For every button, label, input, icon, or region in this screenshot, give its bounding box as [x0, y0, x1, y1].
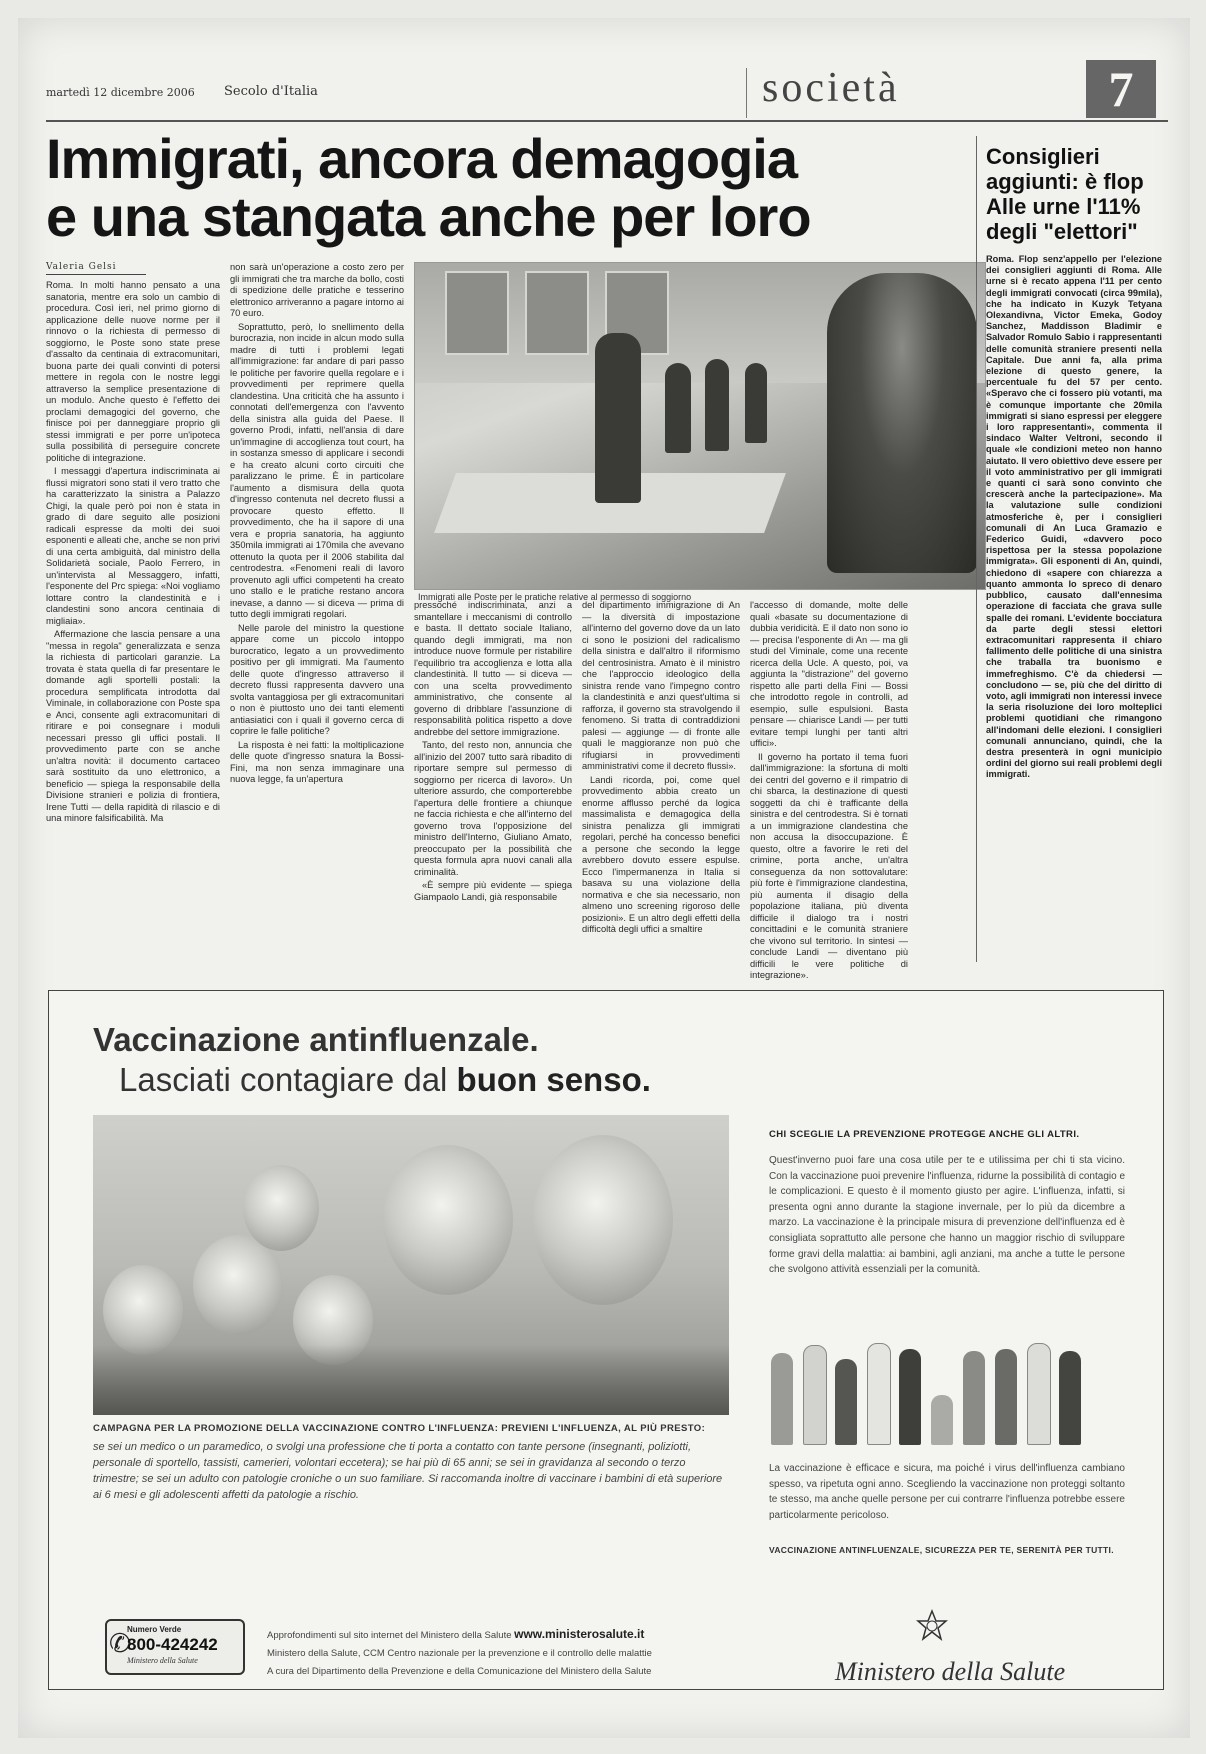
photo-caption: Immigrati alle Poste per le pratiche relative al permesso di soggiorno [418, 592, 692, 602]
footer-ccm-line: Ministero della Salute, CCM Centro nazionale per la prevenzione e il controllo delle malattie [267, 1648, 652, 1659]
figure [1027, 1343, 1051, 1445]
campaign-title: CAMPAGNA PER LA PROMOZIONE DELLA VACCINAZIONE CONTRO L'INFLUENZA: PREVIENI L'INFLUENZA, AL PIÙ PRESTO: [93, 1423, 706, 1434]
photo-person [665, 363, 691, 453]
article-column-4 [582, 600, 740, 960]
figure [835, 1359, 857, 1445]
paragraph: Affermazione che lascia pensare a una "messa in regola" generalizzata e senza la richiesta di particolari garanzie. La trovata è stata quella di far presentare le domande agli sportelli postali: la procedura semplificata introdotta dal Viminale, in collaborazione con Poste spa e Anci, consente agli extracomunitari di ritirare e poi consegnare i moduli necessari presso gli uffici postali. Il provvedimento parte con se anche un'altra novità: il documento cartaceo sarà sostituito da uno elettronico, a beneficio — spiega la responsabile della Divisione stranieri e polizia di frontiera, Irene Tutti — della rapidità di rilascio e di una minore falsificabilità. Ma [46, 629, 220, 823]
ministry-signature: Ministero della Salute [835, 1657, 1066, 1686]
ad-family-photo [93, 1115, 729, 1415]
issue-date: martedì 12 dicembre 2006 [46, 86, 195, 99]
paragraph: del dipartimento immigrazione di An — la diversità di impostazione all'interno del governo dove da un lato ci sono le posizioni del radicalismo della sinistra e dall'altro il riformismo del centrosinistra. Amato è il ministro che l'approccio ideologico della sinistra rende vano l'impegno contro la clandestinità e anzi quest'ultima si rafforza, il governo sta stravolgendo il fenomeno. Si tratta di contraddizioni palesi — aggiunge — di fronte alle quali le maggioranze non può che rifugiarsi in provvedimenti amministrativi come il decreto flussi». [582, 600, 740, 771]
figure [931, 1395, 953, 1445]
vaccination-note: La vaccinazione è efficace e sicura, ma poiché i virus dell'influenza cambiano spesso, va ripetuta ogni anno. Scegliendo la vaccinazione non proteggi soltanto te stesso, ma anche quelle persone per cui contrarre l'influenza potrebbe essere particolarmente pericoloso. [769, 1463, 1125, 1521]
ad-title-line-1: Vaccinazione antinfluenzale. [93, 1021, 539, 1058]
sidebar-article [986, 144, 1162, 934]
numero-verde-box [105, 1619, 245, 1675]
photo-face [243, 1165, 319, 1251]
article-column-5 [750, 600, 908, 980]
paragraph: La risposta è nei fatti: la moltiplicazione delle quote d'ingresso snatura la Bossi-Fini, ma non senza immaginare una nuova legge, fa un'apertura [230, 739, 404, 784]
photo-person [595, 333, 641, 503]
paragraph: l'accesso di domande, molte delle quali «basate su documentazione di dubbia veridicità. E il dato non sono io — precisa l'esponente di An — ma gli studi del Viminale, come una recente ricerca della Ucle. A questo, poi, va aggiunta la "distrazione" del governo rispetto alle parti della Fini — Bossi che introdotto regole in controlli, ad esempio, sulle espulsioni. Basta pensare — chiarisce Landi — per tutti evitare tempi lunghi per tanti altri uffici». [750, 600, 908, 748]
photo-face [193, 1235, 283, 1335]
figure [867, 1343, 891, 1445]
paragraph: Landi ricorda, poi, come quel provvedimento abbia creato un enorme afflusso perché da logica massimalista e demagogica della sinistra penalizza gli immigrati regolari, perché ha concesso benefici a persone che secondo la legge avrebbero dovuto essere espulse. Ecco l'impermanenza in Italia si basava su una violazione della normativa e che sia necessario, non almeno uno screening rigoroso delle posizioni». E un altro degli effetti della difficoltà degli uffici a smaltire [582, 774, 740, 934]
numero-verde-number: 800-424242 [127, 1635, 218, 1654]
ad-title-bold: buon senso. [456, 1061, 651, 1098]
ad-title-prefix: Lasciati contagiare dal [119, 1061, 457, 1098]
headline-line-1: Immigrati, ancora demagogia [46, 127, 797, 190]
vaccination-slogan: VACCINAZIONE ANTINFLUENZALE, SICUREZZA PER TE, SERENITÀ PER TUTTI. [769, 1545, 1114, 1555]
photo-face [533, 1135, 673, 1305]
phone-icon: ✆ [109, 1629, 131, 1659]
byline: Valeria Gelsi [46, 262, 146, 275]
paragraph: Nelle parole del ministro la questione appare come un piccolo intoppo burocratico, legato a un provvedimento positivo per gli immigrati. Ma l'aumento delle quote d'ingresso attraverso il decreto flussi rappresenta davvero una svolta vantaggiosa per gli extracomunitari o non è piuttosto uno dei tanti elementi antiasiatici con i quali il governo cerca di coprire le falle politiche? [230, 622, 404, 736]
paragraph: Il governo ha portato il tema fuori dall'immigrazione: la sfortuna di molti dei centri del governo e il rimpatrio di chi sbarca, la destinazione di questi soggetti da chi è trafficante della sinistra e del centrodestra. Si è tornati a un immigrazione clandestina che non accusa la disoccupazione. È questo, oltre a favorire le reti del crimine, porta anche, un'altra conseguenza da non sottovalutare: più forte è l'immigrazione clandestina, più aumenta il disagio della popolazione italiana, più diventa difficile il dialogo tra i nostri concittadini e le comunità straniere che vivono sul territorio. In sintesi — conclude Landi — diventano più difficili le vere politiche di integrazione». [750, 751, 908, 980]
header-rule [46, 120, 1168, 122]
article-column-3 [414, 600, 572, 960]
headline-line-2: e una stangata anche per loro [46, 185, 811, 248]
figure [995, 1349, 1017, 1445]
paragraph: I messaggi d'apertura indiscriminata ai flussi migratori sono stati il vero tratto che ha caratterizzato la sinistra a Palazzo Chigi, la quale però poi non è stata in grado di dare seguito alle posizioni radicali espresse da molti dei suoi esponenti e alleati che, anche se non privi di una certa ambiguità, dal ministro della Solidarietà sociale, Paolo Ferrero, in un'intervista al Messaggero, infatti, l'esponente del Prc spiega: «Noi vogliamo lottare contro la clandestinità e i clandestini sono ancora centinaia di migliaia». [46, 466, 220, 626]
paragraph: non sarà un'operazione a costo zero per gli immigrati che tra marche da bollo, costi di spedizione delle pratiche e tesserino elettronico arriveranno a pagare intorno ai 70 euro. [230, 262, 404, 318]
article-photo [414, 262, 986, 590]
figure [963, 1351, 985, 1445]
figure [1059, 1351, 1081, 1445]
paragraph: «È sempre più evidente — spiega Giampaolo Landi, già responsabile [414, 880, 572, 902]
paragraph: Roma. In molti hanno pensato a una sanatoria, mentre era solo un cambio di procedura. Così ieri, nel primo giorno di applicazione delle nuove norme per il rinnovo o la richiesta di permesso di soggiorno, le Poste sono state prese d'assalto da centinaia di extracomunitari, buona parte dei quali convinti di potersi mettere in regola con le nostre leggi attraverso la semplice presentazione di un modulo. Anche questo è l'effetto dei proclami demagogici del governo, che finisce poi per danneggiare proprio gli stessi immigrati e per porre un'ipoteca sulla possibilità di perseguire concrete politiche di integrazione. [46, 280, 220, 463]
photo-window [445, 271, 509, 355]
photo-face [103, 1265, 183, 1355]
sidebar-body: Roma. Flop senz'appello per l'elezione dei consiglieri aggiunti di Roma. Alle urne si è recato appena l'11 per cento degli immigrati convocati (circa 99mila), che ha indicato in Kuzyk Tetyana Olexandivna, Victor Emeka, Godoy Sanchez, Maddisson Bladimir e Salvador Romulo Sabio i rappresentanti delle comunità straniere presenti nella Capitale. Due anni fa, alla prima elezione di questo genere, la percentuale fu del 57 per cento. «Speravo che ci fossero più votanti, ma è comunque importante che 20mila immigrati si siano espressi per eleggere i loro rappresentanti», commenta il sindaco Walter Veltroni, secondo il quale «le condizioni meteo non hanno aiutato. Il vero obiettivo deve essere per il voto amministrativo per gli immigrati e quanti ci sarà sono convinto che crescerà anche la partecipazione». Ma la valutazione sulle condizioni atmosferiche è, per i consiglieri comunali di An Luca Gramazio e Federico Guidi, «davvero poco rispettosa per la stessa popolazione immigrata». Gli esponenti di An, quindi, chiedono di «sapere con chiarezza a quanto ammonta lo spreco di denaro pubblico, causato dall'ennesima operazione di facciata che grava sulle spalle dei romani. L'evidente bocciatura da parte degli stessi elettori extracomunitari rappresenta il chiaro fallimento delle politiche di una sinistra che traballa tra buonismo e immefreghismo. C'è da chiedersi — concludono — se, più che del diritto di voto, agli immigrati non interessi invece la seria risoluzione dei loro molteplici problemi quotidiani che rimangono all'indomani delle elezioni. I consiglieri comunali annunciano, quindi, che la destra presenterà in ogni municipio ordini del giorno sui reali problemi degli immigrati. [986, 254, 1162, 780]
ministry-url: www.ministerosalute.it [514, 1627, 645, 1641]
newspaper-page [18, 18, 1190, 1738]
prevention-title: CHI SCEGLIE LA PREVENZIONE PROTEGGE ANCHE GLI ALTRI. [769, 1129, 1080, 1140]
figure [899, 1349, 921, 1445]
article-headline [46, 127, 886, 248]
paragraph: Soprattutto, però, lo snellimento della burocrazia, non incide in alcun modo sulla madre di tutti i problemi legati all'immigrazione: far andare di pari passo le politiche per favorire quella regolare e i provvedimenti per reprimere quella clandestina. Una criticità che ha assunto i connotati dell'emergenza con l'avvento della sinistra alla guida del Paese. Il governo Prodi, infatti, nell'ansia di dare un'immagine di accoglienza tout court, ha in sostanza smesso di applicare i secondi e ha creato alcuni corto circuiti che paralizzano le prime. È in particolare l'aumento a dismisura della quota d'ingresso contenuta nel decreto flussi a provocare questo effetto. Il provvedimento, che ha il sapore di una vera e propria sanatoria, ha aggiunto 350mila immigrati ai 170mila che avevano ottenuto la quota per il 2006 stabilita dal centrodestra. «Fenomeni reali di lavoro provenuto agli uffici competenti ha creato uno stallo e le pratiche restano ancora inevase, a danno — si diceva — prima di tutto degli immigrati regolari. [230, 321, 404, 619]
ad-people-figures [767, 1333, 1127, 1445]
page-header [46, 54, 1168, 124]
page-number: 7 [1086, 60, 1156, 118]
photo-man-foreground [827, 273, 977, 573]
prevention-body: Quest'inverno puoi fare una cosa utile per te e utilissima per chi ti sta vicino. Con la vaccinazione puoi prevenire l'influenza, ridurne la possibilità di contagio e le complicazioni. E questo è il momento giusto per agire. L'influenza, infatti, si presenta ogni anno durante la stagione invernale, per lo più da dicembre a marzo. La vaccinazione è la principale misura di prevenzione dell'influenza ed è consigliata soprattutto alle persone che hanno un maggior rischio di sviluppare forme gravi della malattia: ai bambini, agli anziani, ma anche a tutte le persone che svolgono attività essenziali per la comunità. [769, 1155, 1126, 1276]
photo-person [705, 359, 729, 451]
section-title: società [762, 65, 900, 111]
figure [771, 1353, 793, 1445]
sidebar-divider [976, 136, 977, 962]
figure [803, 1345, 827, 1445]
advertisement [48, 990, 1164, 1690]
photo-person [745, 363, 767, 443]
header-divider [746, 68, 747, 118]
ad-title-line-2 [119, 1061, 651, 1099]
sidebar-title: Consiglieri aggiunti: è flop Alle urne l'11% degli "elettori" [986, 144, 1144, 244]
photo-shadow [93, 1345, 729, 1415]
republic-emblem-icon [917, 1609, 947, 1645]
numero-verde-label: Numero Verde [127, 1625, 182, 1634]
paragraph: Tanto, del resto non, annuncia che all'inizio del 2007 tutto sarà ribadito di riportare sempre sul permesso di soggiorno per ricerca di lavoro». Un ulteriore assurdo, che comporterebbe l'apertura delle frontiere a chiunque ne faccia richiesta e che all'interno del governo trova l'opposizione del ministro dell'Interno, Giuliano Amato, preoccupato per la possibilità che questa formula apra nuovi canali alla criminalità. [414, 740, 572, 877]
newspaper-name: Secolo d'Italia [224, 84, 318, 99]
campaign-body: se sei un medico o un paramedico, o svolgi una professione che ti porta a contatto con tante persone (insegnanti, poliziotti, personale di sportello, tassisti, camerieri, volontari eccetera); se hai più di 65 anni; se sei in gravidanza al secondo o terzo trimestre; se sei un adulto con patologie croniche o un suo familiare. Si raccomanda inoltre di vaccinare i bambini di età superiore ai 6 mesi e gli adolescenti affetti da patologie a rischio. [93, 1441, 723, 1501]
paragraph: pressoché indiscriminata, anzi a smantellare i meccanismi di controllo e basta. Il dettato sociale Italiano, quando degli immigrati, ma non introduce nuove formule per ristabilire l'equilibrio tra accoglienza e lotta alla clandestinità. Il tutto — si diceva — con una scelta provvedimento amministrativo, che consente al governo di dribblare l'assunzione di responsabilità politica rispetto a dove andrebbe del settore immigrazione. [414, 600, 572, 737]
article-column-1 [46, 280, 220, 960]
numero-verde-signature: Ministero della Salute [127, 1656, 198, 1665]
photo-face [383, 1145, 513, 1295]
article-column-2 [230, 262, 404, 960]
ad-footer [267, 1625, 727, 1681]
photo-window [525, 271, 589, 355]
footer-website-prefix: Approfondimenti sul sito internet del Ministero della Salute [267, 1630, 515, 1641]
footer-department-line: A cura del Dipartimento della Prevenzione e della Comunicazione del Ministero della Salute [267, 1666, 652, 1677]
footer-website-line [267, 1625, 727, 1645]
